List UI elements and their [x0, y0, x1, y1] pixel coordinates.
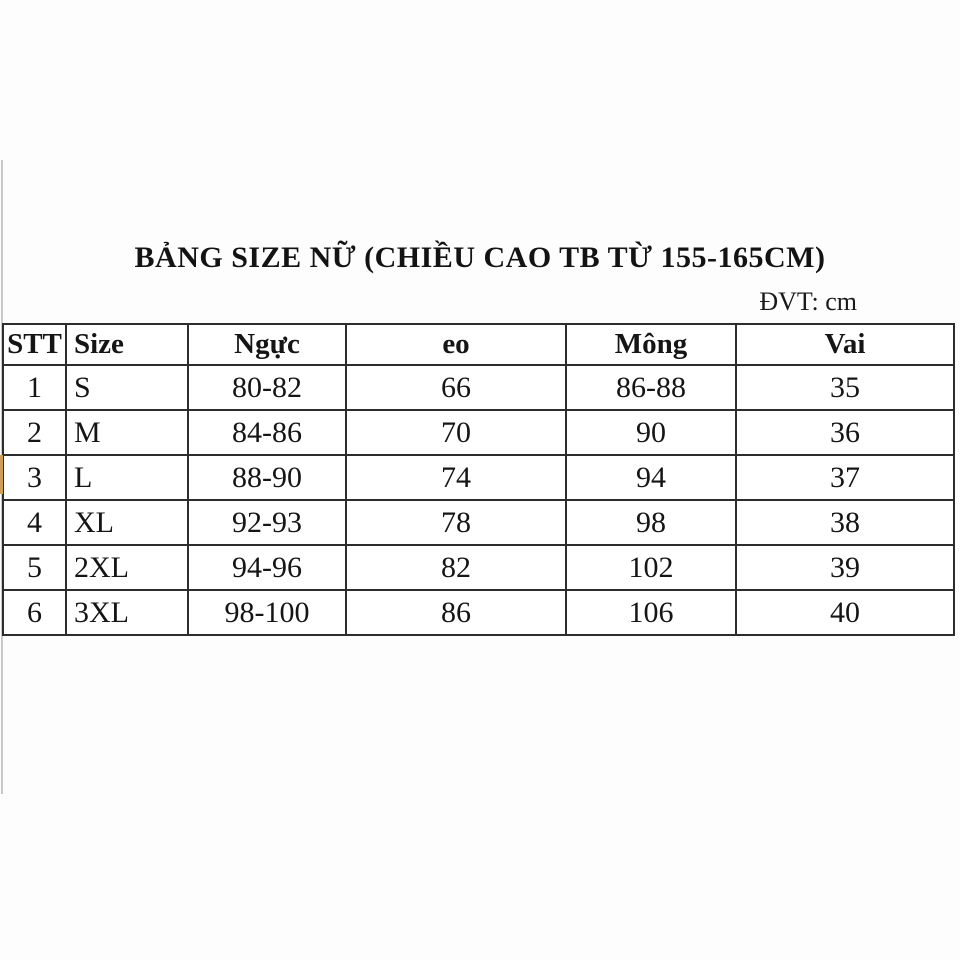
column-header-size: Size [66, 324, 188, 365]
table-cell-stt: 3 [3, 455, 66, 500]
table-cell-size: S [66, 365, 188, 410]
table-cell-vai: 36 [736, 410, 954, 455]
table-cell-stt: 4 [3, 500, 66, 545]
table-row [3, 455, 954, 500]
column-header-stt: STT [3, 324, 66, 365]
table-cell-mong: 86-88 [566, 365, 736, 410]
column-header-mong: Mông [566, 324, 736, 365]
table-cell-size: 3XL [66, 590, 188, 635]
table-row [3, 365, 954, 410]
table-cell-nguc: 84-86 [188, 410, 346, 455]
column-header-nguc: Ngực [188, 324, 346, 365]
table-cell-nguc: 94-96 [188, 545, 346, 590]
table-cell-mong: 106 [566, 590, 736, 635]
row3-left-marker [0, 455, 3, 494]
table-cell-nguc: 98-100 [188, 590, 346, 635]
header-row [3, 324, 954, 365]
table-cell-stt: 5 [3, 545, 66, 590]
table-cell-size: M [66, 410, 188, 455]
table-cell-vai: 39 [736, 545, 954, 590]
table-cell-mong: 102 [566, 545, 736, 590]
table-cell-vai: 40 [736, 590, 954, 635]
table-cell-eo: 74 [346, 455, 566, 500]
table-cell-size: XL [66, 500, 188, 545]
table-row [3, 545, 954, 590]
table-cell-size: L [66, 455, 188, 500]
table-cell-stt: 1 [3, 365, 66, 410]
unit-note: ĐVT: cm [759, 287, 857, 316]
table-cell-mong: 94 [566, 455, 736, 500]
table-row [3, 500, 954, 545]
table-cell-mong: 90 [566, 410, 736, 455]
table-cell-eo: 78 [346, 500, 566, 545]
table-cell-stt: 2 [3, 410, 66, 455]
table-cell-eo: 70 [346, 410, 566, 455]
size-table [2, 323, 955, 636]
table-cell-nguc: 88-90 [188, 455, 346, 500]
table-cell-eo: 82 [346, 545, 566, 590]
page-title: BẢNG SIZE NỮ (CHIỀU CAO TB TỪ 155-165CM) [134, 241, 826, 274]
table-row [3, 410, 954, 455]
table-cell-vai: 35 [736, 365, 954, 410]
table-cell-mong: 98 [566, 500, 736, 545]
table-cell-nguc: 80-82 [188, 365, 346, 410]
table-cell-vai: 37 [736, 455, 954, 500]
table-cell-vai: 38 [736, 500, 954, 545]
table-cell-size: 2XL [66, 545, 188, 590]
column-header-vai: Vai [736, 324, 954, 365]
table-cell-eo: 86 [346, 590, 566, 635]
table-body [3, 365, 954, 635]
table-cell-nguc: 92-93 [188, 500, 346, 545]
table-cell-eo: 66 [346, 365, 566, 410]
column-header-eo: eo [346, 324, 566, 365]
table-row [3, 590, 954, 635]
table-cell-stt: 6 [3, 590, 66, 635]
